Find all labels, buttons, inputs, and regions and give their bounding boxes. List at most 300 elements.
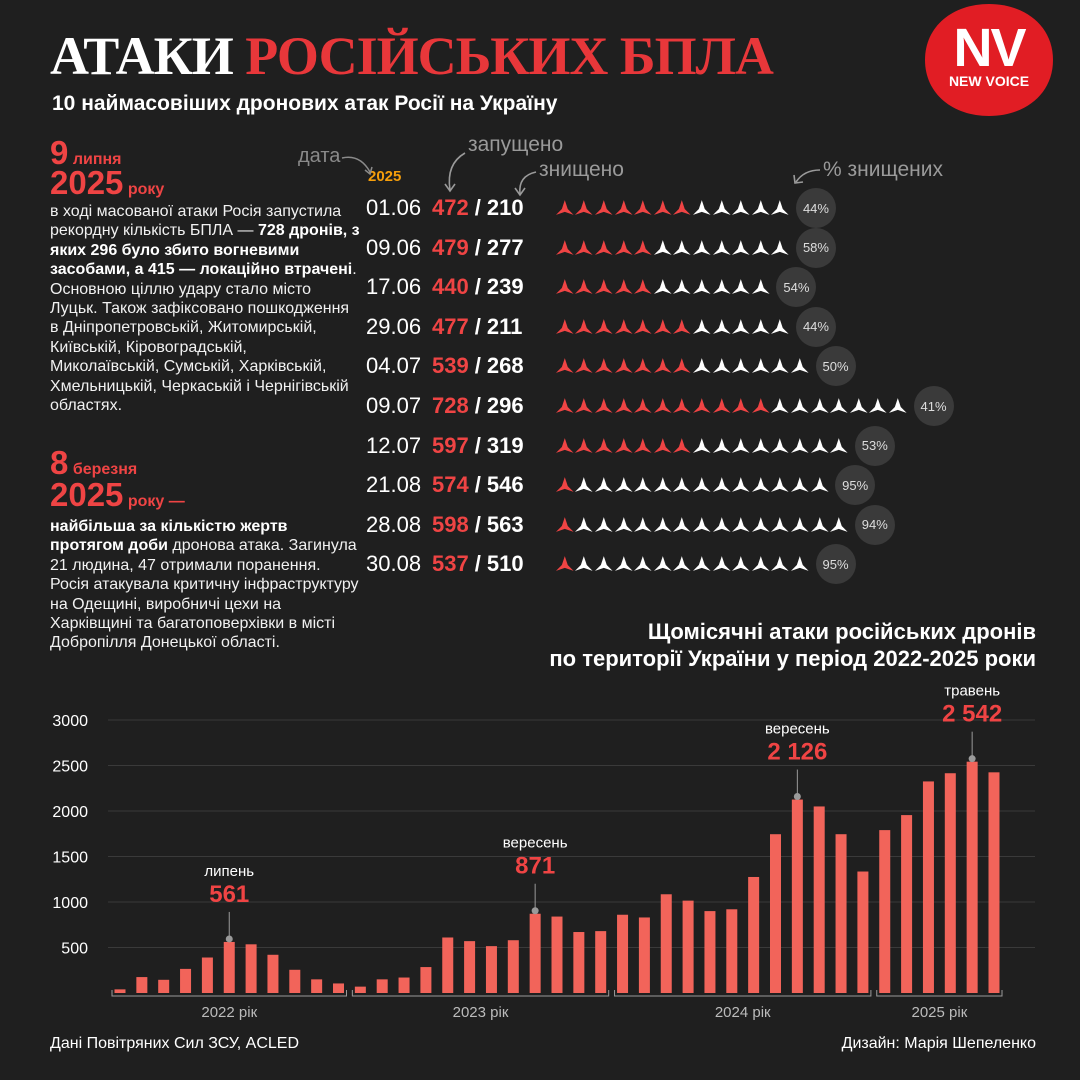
attack-row <box>366 431 895 461</box>
drone-launched-icon <box>614 318 634 336</box>
drone-destroyed-icon <box>692 476 712 494</box>
annotation-value: 871 <box>515 852 556 880</box>
annotation-dot <box>226 935 233 942</box>
chart-bar <box>115 989 126 993</box>
chart-bar <box>464 941 475 993</box>
annotation-dot <box>532 907 539 914</box>
attack-pct-badge: 44% <box>796 188 836 228</box>
drone-launched-icon <box>672 357 692 375</box>
attack-date: 21.08 <box>366 472 422 498</box>
drone-destroyed-icon <box>751 278 771 296</box>
chart-bar <box>857 872 868 993</box>
drone-launched-icon <box>653 397 673 415</box>
attack-date: 29.06 <box>366 313 422 339</box>
chart-bar <box>486 946 497 993</box>
chart-bar <box>508 940 519 993</box>
drone-destroyed-icon <box>849 397 869 415</box>
drone-destroyed-icon <box>790 476 810 494</box>
chart-bar <box>704 911 715 993</box>
drone-launched-icon <box>574 357 594 375</box>
chart-bar <box>748 877 759 993</box>
story1-month: липня <box>72 151 122 168</box>
header-launched-label: запущено <box>468 133 564 156</box>
story1-year-suffix: року <box>127 181 165 198</box>
drone-destroyed-icon <box>751 239 771 257</box>
drone-destroyed-icon <box>731 516 751 534</box>
attack-row <box>366 391 954 421</box>
logo-subtext: NEW VOICE <box>948 73 1030 89</box>
drone-launched-icon <box>633 397 653 415</box>
drone-destroyed-icon <box>614 516 634 534</box>
chart-bar <box>726 909 737 993</box>
logo-text: NV <box>953 18 1025 78</box>
drone-icon-strip <box>555 516 849 534</box>
drone-destroyed-icon <box>790 357 810 375</box>
drone-launched-icon <box>594 397 614 415</box>
drone-destroyed-icon <box>888 397 908 415</box>
attack-launched: 472 <box>432 195 469 220</box>
drone-destroyed-icon <box>829 397 849 415</box>
drone-launched-icon <box>594 199 614 217</box>
drone-destroyed-icon <box>692 199 712 217</box>
attack-separator: / <box>474 472 481 498</box>
drone-destroyed-icon <box>614 555 634 573</box>
attack-row <box>366 351 856 381</box>
drone-destroyed-icon <box>790 555 810 573</box>
drone-launched-icon <box>555 397 575 415</box>
attack-date: 12.07 <box>366 432 422 458</box>
story2-day: 8 <box>50 444 69 481</box>
attack-date: 01.06 <box>366 195 422 220</box>
drone-destroyed-icon <box>770 476 790 494</box>
chart-bar <box>923 781 934 993</box>
drone-launched-icon <box>555 437 575 455</box>
attack-date: 30.08 <box>366 551 422 577</box>
drone-launched-icon <box>574 239 594 257</box>
drone-launched-icon <box>574 199 594 217</box>
y-tick-label: 1000 <box>52 895 88 912</box>
drone-destroyed-icon <box>712 278 732 296</box>
drone-launched-icon <box>653 318 673 336</box>
drone-destroyed-icon <box>770 357 790 375</box>
drone-launched-icon <box>574 278 594 296</box>
annotation-dot <box>794 793 801 800</box>
drone-launched-icon <box>594 437 614 455</box>
annotation-value: 2 126 <box>767 738 828 766</box>
drone-launched-icon <box>574 397 594 415</box>
story2-date-line1 <box>50 446 137 479</box>
attack-row <box>366 312 836 342</box>
drone-launched-icon <box>731 397 751 415</box>
annotation-dot <box>969 755 976 762</box>
drone-destroyed-icon <box>672 239 692 257</box>
drone-launched-icon <box>555 357 575 375</box>
attack-destroyed: 211 <box>486 313 523 339</box>
chart-bar <box>420 967 431 993</box>
drone-destroyed-icon <box>770 199 790 217</box>
attack-pct-badge: 95% <box>816 544 856 584</box>
annotation-month: вересень <box>764 720 830 738</box>
drone-destroyed-icon <box>770 239 790 257</box>
drone-launched-icon <box>672 199 692 217</box>
chart-bar <box>989 772 1000 993</box>
page-subtitle: 10 наймасовіших дронових атак Росії на Україну <box>52 92 558 115</box>
attack-pct-badge: 41% <box>914 386 954 426</box>
drone-destroyed-icon <box>810 476 830 494</box>
drone-launched-icon <box>653 199 673 217</box>
drone-icon-strip <box>555 199 790 217</box>
date-arrow-icon <box>340 150 380 180</box>
attack-separator: / <box>474 393 481 418</box>
drone-destroyed-icon <box>712 318 732 336</box>
attack-pct-badge: 50% <box>816 346 856 386</box>
drone-launched-icon <box>614 397 634 415</box>
attack-row <box>366 193 836 223</box>
header-year-label: 2025 <box>368 168 402 185</box>
drone-launched-icon <box>574 437 594 455</box>
drone-launched-icon <box>555 199 575 217</box>
chart-bar <box>792 800 803 993</box>
drone-launched-icon <box>614 357 634 375</box>
drone-destroyed-icon <box>594 516 614 534</box>
attack-destroyed: 277 <box>486 234 524 260</box>
drone-destroyed-icon <box>868 397 888 415</box>
y-tick-label: 1500 <box>52 849 88 867</box>
drone-destroyed-icon <box>672 476 692 494</box>
y-tick-label: 2500 <box>52 758 88 776</box>
attack-row <box>366 549 856 579</box>
chart-title <box>549 618 1036 672</box>
chart-bar <box>901 815 912 993</box>
chart-bar <box>770 834 781 993</box>
drone-destroyed-icon <box>731 437 751 455</box>
attack-separator: / <box>474 274 481 300</box>
drone-launched-icon <box>672 437 692 455</box>
drone-destroyed-icon <box>653 239 673 257</box>
drone-launched-icon <box>555 318 575 336</box>
chart-bar <box>158 980 169 993</box>
drone-destroyed-icon <box>731 476 751 494</box>
drone-icon-strip <box>555 437 849 455</box>
drone-destroyed-icon <box>751 357 771 375</box>
chart-bar <box>595 931 606 993</box>
drone-destroyed-icon <box>810 516 830 534</box>
monthly-attacks-chart <box>0 682 1080 1030</box>
y-tick-label: 3000 <box>52 713 88 730</box>
drone-destroyed-icon <box>692 239 712 257</box>
chart-bar <box>289 970 300 993</box>
drone-destroyed-icon <box>790 437 810 455</box>
drone-destroyed-icon <box>633 555 653 573</box>
drone-destroyed-icon <box>672 555 692 573</box>
drone-destroyed-icon <box>712 437 732 455</box>
drone-launched-icon <box>653 357 673 375</box>
story1-text-a: в ході масованої атаки Росія запустила рекордну кількість БПЛА — <box>50 203 342 240</box>
story2-year-suffix: року — <box>127 493 185 510</box>
drone-destroyed-icon <box>712 476 732 494</box>
story1-date-line2 <box>50 166 164 199</box>
year-bracket <box>615 990 871 996</box>
drone-destroyed-icon <box>672 516 692 534</box>
drone-launched-icon <box>614 239 634 257</box>
drone-destroyed-icon <box>614 476 634 494</box>
drone-destroyed-icon <box>594 555 614 573</box>
attack-launched: 574 <box>432 472 469 498</box>
drone-destroyed-icon <box>653 516 673 534</box>
story2-text-bold: найбільша за кількістю жертв протягом доби <box>50 518 288 555</box>
drone-destroyed-icon <box>751 318 771 336</box>
drone-destroyed-icon <box>829 437 849 455</box>
drone-destroyed-icon <box>594 476 614 494</box>
nv-logo <box>925 4 1053 116</box>
attack-separator: / <box>474 353 481 379</box>
drone-launched-icon <box>633 199 653 217</box>
year-bracket <box>352 990 608 996</box>
drone-destroyed-icon <box>770 397 790 415</box>
chart-bar <box>617 915 628 993</box>
story2-month: березня <box>72 461 138 478</box>
drone-launched-icon <box>633 239 653 257</box>
drone-destroyed-icon <box>633 516 653 534</box>
chart-title-line1: Щомісячні атаки російських дронів <box>647 619 1036 644</box>
header-pct-label: % знищених <box>823 158 944 181</box>
attack-launched: 598 <box>432 511 469 537</box>
attack-date: 09.07 <box>366 393 422 418</box>
y-tick-label: 2000 <box>52 804 88 821</box>
attack-launched: 539 <box>432 353 469 379</box>
drone-destroyed-icon <box>770 516 790 534</box>
attack-destroyed: 510 <box>486 551 524 577</box>
drone-destroyed-icon <box>653 278 673 296</box>
chart-bar <box>136 977 147 993</box>
drone-destroyed-icon <box>751 199 771 217</box>
drone-launched-icon <box>555 239 575 257</box>
drone-launched-icon <box>712 397 732 415</box>
drone-destroyed-icon <box>574 555 594 573</box>
year-group-label: 2022 рік <box>201 1004 258 1021</box>
drone-launched-icon <box>633 278 653 296</box>
attack-destroyed: 239 <box>486 274 524 300</box>
y-tick-label: 500 <box>61 940 88 958</box>
page-title <box>50 26 773 86</box>
chart-bar <box>836 834 847 993</box>
chart-bar <box>442 937 453 993</box>
design-credit: Дизайн: Марія Шепеленко <box>841 1035 1036 1052</box>
attack-pct-badge: 44% <box>796 307 836 347</box>
attack-destroyed: 210 <box>486 195 524 220</box>
annotation-value: 561 <box>209 880 250 908</box>
drone-destroyed-icon <box>751 476 771 494</box>
drone-launched-icon <box>594 357 614 375</box>
story2-text-c: дронова атака. Загинула 21 людина, 47 отримали поранення. Росія атакувала критичну інфраструктуру на Одещині, виробничі цехи на Харківщині та багатоповерхівки в місті Добропілля Донецької області. <box>50 537 359 652</box>
drone-destroyed-icon <box>692 318 712 336</box>
drone-icon-strip <box>555 397 908 415</box>
attack-destroyed: 563 <box>486 511 524 537</box>
drone-destroyed-icon <box>692 555 712 573</box>
drone-launched-icon <box>555 476 575 494</box>
chart-bar <box>180 969 191 993</box>
chart-bar <box>224 942 235 993</box>
header-destroyed-label: знищено <box>539 158 624 181</box>
story1-text-c: . Основною ціллю удару стало місто Луцьк. Також зафіксовано пошкодження в Дніпропетровській, Житомирській, Київській, Кіровоградській, Миколаївській, Сумській, Харківській, Хмельницькій, Черкаській і Чернігівській областях. <box>50 261 357 415</box>
story1-year: 2025 <box>50 164 124 201</box>
year-group-label: 2025 рік <box>911 1004 968 1021</box>
drone-destroyed-icon <box>712 199 732 217</box>
attack-launched: 477 <box>432 313 469 339</box>
attack-destroyed: 319 <box>486 432 524 458</box>
drone-launched-icon <box>633 357 653 375</box>
chart-bar <box>639 917 650 993</box>
drone-destroyed-icon <box>731 278 751 296</box>
annotation-value: 2 542 <box>942 700 1003 728</box>
drone-destroyed-icon <box>574 476 594 494</box>
drone-destroyed-icon <box>731 357 751 375</box>
chart-bar <box>552 917 563 993</box>
drone-launched-icon <box>672 397 692 415</box>
story1-day: 9 <box>50 134 69 171</box>
chart-bar <box>573 932 584 993</box>
chart-bar <box>377 979 388 993</box>
drone-destroyed-icon <box>770 555 790 573</box>
attack-destroyed: 268 <box>486 353 524 379</box>
attack-row <box>366 510 895 540</box>
drone-icon-strip <box>555 555 810 573</box>
drone-icon-strip <box>555 278 771 296</box>
attack-separator: / <box>474 195 481 220</box>
attack-row <box>366 470 875 500</box>
annotation-month: травень <box>944 682 1001 700</box>
chart-bar <box>202 958 213 993</box>
drone-launched-icon <box>614 437 634 455</box>
pct-arrow-icon <box>790 164 822 188</box>
attack-launched: 597 <box>432 432 469 458</box>
chart-bar <box>945 773 956 993</box>
header-date-label: дата <box>298 145 341 167</box>
attack-launched: 479 <box>432 234 469 260</box>
drone-destroyed-icon <box>810 437 830 455</box>
drone-launched-icon <box>672 318 692 336</box>
drone-destroyed-icon <box>712 516 732 534</box>
attack-date: 17.06 <box>366 274 422 300</box>
attack-launched: 440 <box>432 274 469 300</box>
drone-destroyed-icon <box>790 397 810 415</box>
drone-destroyed-icon <box>692 357 712 375</box>
drone-destroyed-icon <box>751 555 771 573</box>
drone-icon-strip <box>555 357 810 375</box>
chart-bar <box>661 894 672 993</box>
attack-separator: / <box>474 234 481 260</box>
chart-bar <box>355 987 366 993</box>
drone-destroyed-icon <box>653 476 673 494</box>
drone-icon-strip <box>555 476 829 494</box>
chart-bar <box>267 955 278 993</box>
drone-destroyed-icon <box>653 555 673 573</box>
drone-icon-strip <box>555 239 790 257</box>
story2-text <box>50 517 360 653</box>
drone-destroyed-icon <box>692 278 712 296</box>
attack-pct-badge: 94% <box>855 505 895 545</box>
story2-date-line2 <box>50 478 185 511</box>
drone-destroyed-icon <box>574 516 594 534</box>
drone-destroyed-icon <box>751 437 771 455</box>
drone-destroyed-icon <box>731 239 751 257</box>
attack-separator: / <box>474 432 481 458</box>
drone-destroyed-icon <box>731 199 751 217</box>
drone-destroyed-icon <box>712 239 732 257</box>
attack-destroyed: 546 <box>486 472 524 498</box>
attack-pct-badge: 53% <box>855 426 895 466</box>
attack-launched: 537 <box>432 551 469 577</box>
drone-destroyed-icon <box>712 357 732 375</box>
chart-title-line2: по території України у період 2022-2025 роки <box>549 646 1036 671</box>
drone-destroyed-icon <box>692 437 712 455</box>
year-bracket <box>877 990 1002 996</box>
chart-bar <box>311 979 322 993</box>
chart-bar <box>967 762 978 993</box>
attack-separator: / <box>474 313 481 339</box>
year-group-label: 2023 рік <box>452 1004 509 1021</box>
drone-destroyed-icon <box>810 397 830 415</box>
chart-bar <box>399 978 410 993</box>
attack-launched: 728 <box>432 393 469 418</box>
attack-destroyed: 296 <box>486 393 524 418</box>
story1-text-bold: 728 дронів, з яких 296 було збито вогневими засобами, а 415 — локаційно втрачені <box>50 222 360 279</box>
attack-row <box>366 272 816 302</box>
drone-destroyed-icon <box>633 476 653 494</box>
drone-launched-icon <box>614 278 634 296</box>
drone-launched-icon <box>614 199 634 217</box>
drone-destroyed-icon <box>790 516 810 534</box>
attack-pct-badge: 58% <box>796 228 836 268</box>
attack-separator: / <box>474 551 481 577</box>
drone-launched-icon <box>594 239 614 257</box>
drone-launched-icon <box>555 555 575 573</box>
drone-launched-icon <box>751 397 771 415</box>
source-note: Дані Повітряних Сил ЗСУ, ACLED <box>50 1035 300 1052</box>
drone-destroyed-icon <box>770 318 790 336</box>
chart-bar <box>879 830 890 993</box>
attack-date: 09.06 <box>366 234 422 260</box>
year-group-label: 2024 рік <box>714 1004 771 1021</box>
drone-icon-strip <box>555 318 790 336</box>
story2-year: 2025 <box>50 476 124 513</box>
drone-destroyed-icon <box>751 516 771 534</box>
drone-destroyed-icon <box>712 555 732 573</box>
annotation-month: вересень <box>502 834 568 852</box>
attack-pct-badge: 95% <box>835 465 875 505</box>
drone-destroyed-icon <box>731 318 751 336</box>
launched-arrow-icon <box>440 150 470 195</box>
drone-launched-icon <box>594 318 614 336</box>
drone-launched-icon <box>653 437 673 455</box>
drone-destroyed-icon <box>770 437 790 455</box>
attack-pct-badge: 54% <box>776 267 816 307</box>
chart-bar <box>530 914 541 993</box>
attack-row <box>366 233 836 263</box>
drone-destroyed-icon <box>829 516 849 534</box>
chart-bar <box>814 806 825 993</box>
drone-launched-icon <box>555 278 575 296</box>
drone-launched-icon <box>574 318 594 336</box>
chart-bar <box>333 983 344 993</box>
attack-date: 28.08 <box>366 511 422 537</box>
chart-bar <box>246 944 257 993</box>
drone-launched-icon <box>555 516 575 534</box>
drone-launched-icon <box>594 278 614 296</box>
drone-destroyed-icon <box>731 555 751 573</box>
drone-launched-icon <box>633 437 653 455</box>
attack-separator: / <box>474 511 481 537</box>
